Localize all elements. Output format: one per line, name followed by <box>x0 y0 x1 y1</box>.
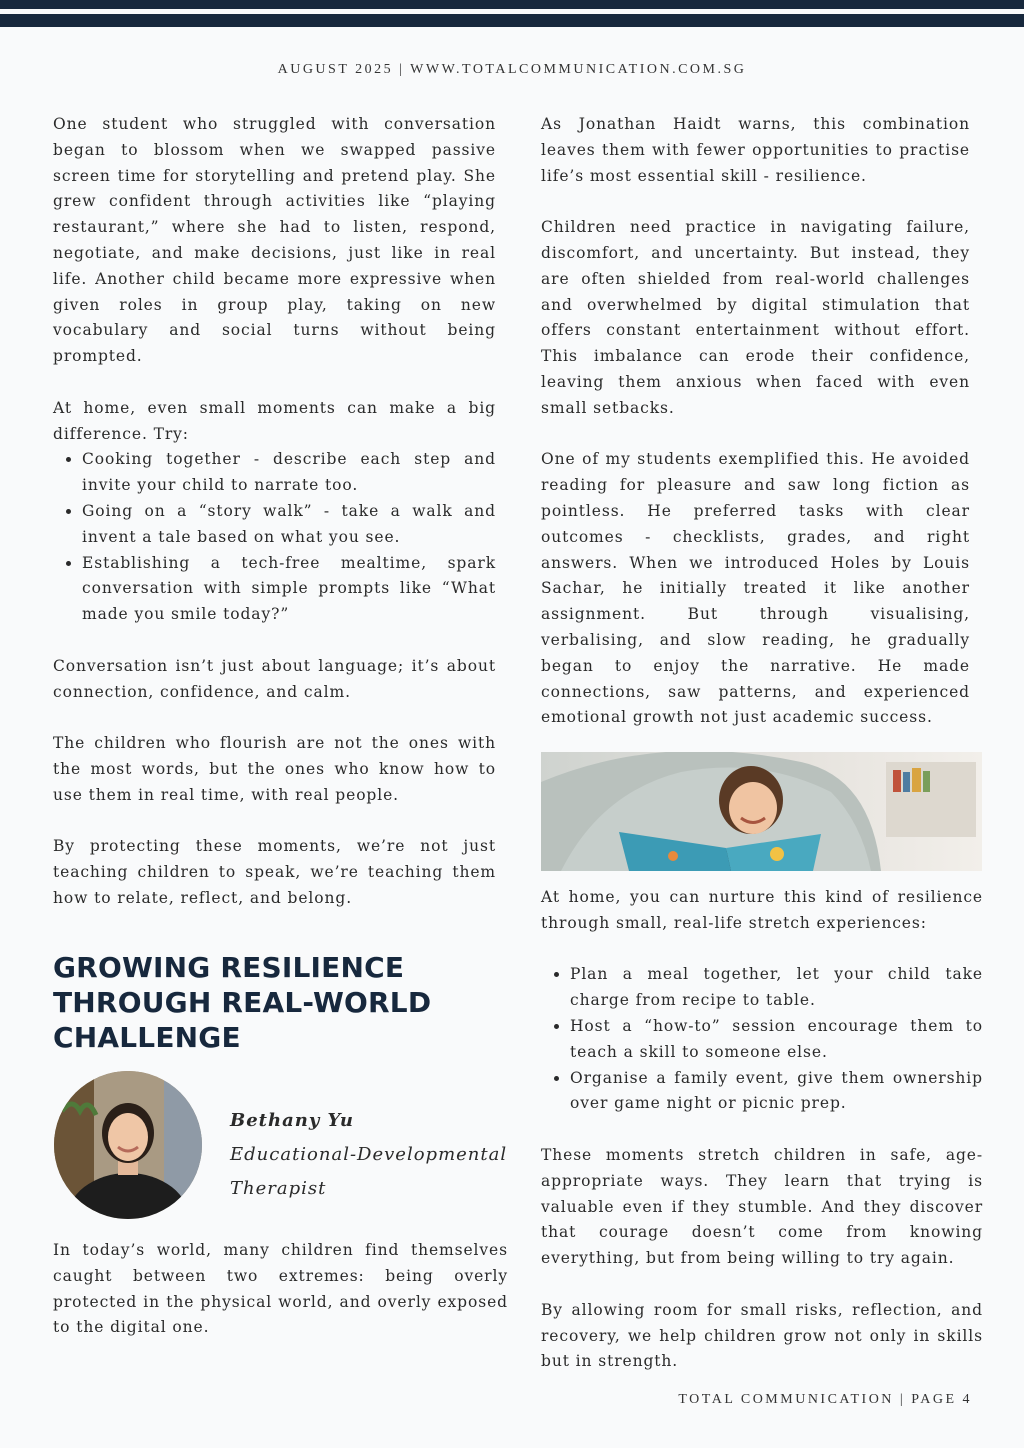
paragraph: At home, even small moments can make a big difference. Try: <box>53 398 496 443</box>
heading-line: GROWING RESILIENCE <box>53 951 405 984</box>
author-portrait <box>54 1071 202 1219</box>
paragraph: In today’s world, many children find themselves caught between two extremes: being overly protected in the physical world, and overly exposed to the digital one. <box>53 1241 508 1337</box>
author-role: Educational-Developmental <box>230 1144 508 1165</box>
list-item: • Organise a family event, give them ownership over game night or picnic prep. <box>570 1066 983 1118</box>
list-item: • Going on a “story walk” - take a walk and invent a tale based on what you see. <box>82 499 496 551</box>
list-item: • Establishing a tech-free mealtime, spark conversation with simple prompts like “What made you smile today?” <box>82 551 496 628</box>
paragraph: One student who struggled with conversation began to blossom when we swapped passive screen time for storytelling and pretend play. She grew confident through activities like “playing restaurant,” where she had to listen, respond, negotiate, and make decisions, just like in real life. Another child became more expressive when given roles in group play, taking on new vocabulary and social turns without being prompted. <box>53 115 496 366</box>
paragraph: One of my students exemplified this. He avoided reading for pleasure and saw long fiction as pointless. He preferred tasks with clear outcomes - checklists, grades, and right answers. When we introduced Holes by Louis Sachar, he initially treated it like another assignment. But through visualising, verbalising, and slow reading, he gradually began to enjoy the narrative. He made connections, saw patterns, and experienced emotional growth not just academic success. <box>541 450 970 727</box>
right-column-top <box>541 112 970 731</box>
author-name: Bethany Yu <box>230 1110 354 1131</box>
top-accent-bar <box>0 0 1024 9</box>
top-accent-bar-thick <box>0 14 1024 27</box>
author-role: Therapist <box>230 1178 327 1199</box>
list-item: • Plan a meal together, let your child take charge from recipe to table. <box>570 962 983 1014</box>
left-column <box>53 112 496 912</box>
paragraph: The children who flourish are not the ones with the most words, but the ones who know how to use them in real time, with real people. <box>53 734 496 804</box>
ideas-list <box>541 962 983 1117</box>
paragraph: At home, you can nurture this kind of resilience through small, real-life stretch experiences: <box>541 888 983 932</box>
paragraph: As Jonathan Haidt warns, this combination leaves them with fewer opportunities to practise life’s most essential skill - resilience. <box>541 115 970 185</box>
section-heading <box>53 950 513 1055</box>
child-reading-photo <box>541 752 982 871</box>
tips-list <box>53 447 496 628</box>
paragraph: These moments stretch children in safe, age-appropriate ways. They learn that trying is valuable even if they stumble. And they discover that courage doesn’t come from knowing everything, but from being willing to try again. <box>541 1145 983 1268</box>
list-item: • Host a “how-to” session encourage them to teach a skill to someone else. <box>570 1014 983 1066</box>
page-header: AUGUST 2025 | WWW.TOTALCOMMUNICATION.COM.SG <box>277 62 747 77</box>
paragraph: Children need practice in navigating failure, discomfort, and uncertainty. But instead, they are often shielded from real-world challenges and overwhelmed by digital stimulation that offers constant entertainment without effort. This imbalance can erode their confidence, leaving them anxious when faced with even small setbacks. <box>541 218 970 417</box>
list-item: • Cooking together - describe each step and invite your child to narrate too. <box>82 447 496 499</box>
right-column-bottom <box>541 885 983 1375</box>
heading-line: THROUGH REAL-WORLD <box>53 986 432 1019</box>
section-intro <box>53 1238 508 1341</box>
page-footer: TOTAL COMMUNICATION | PAGE 4 <box>678 1392 972 1407</box>
heading-line: CHALLENGE <box>53 1021 241 1054</box>
paragraph: By allowing room for small risks, reflection, and recovery, we help children grow not only in skills but in strength. <box>541 1300 983 1371</box>
author-byline <box>230 1104 507 1206</box>
paragraph: Conversation isn’t just about language; it’s about connection, confidence, and calm. <box>53 656 496 701</box>
paragraph: By protecting these moments, we’re not just teaching children to speak, we’re teaching them how to relate, reflect, and belong. <box>53 837 496 907</box>
